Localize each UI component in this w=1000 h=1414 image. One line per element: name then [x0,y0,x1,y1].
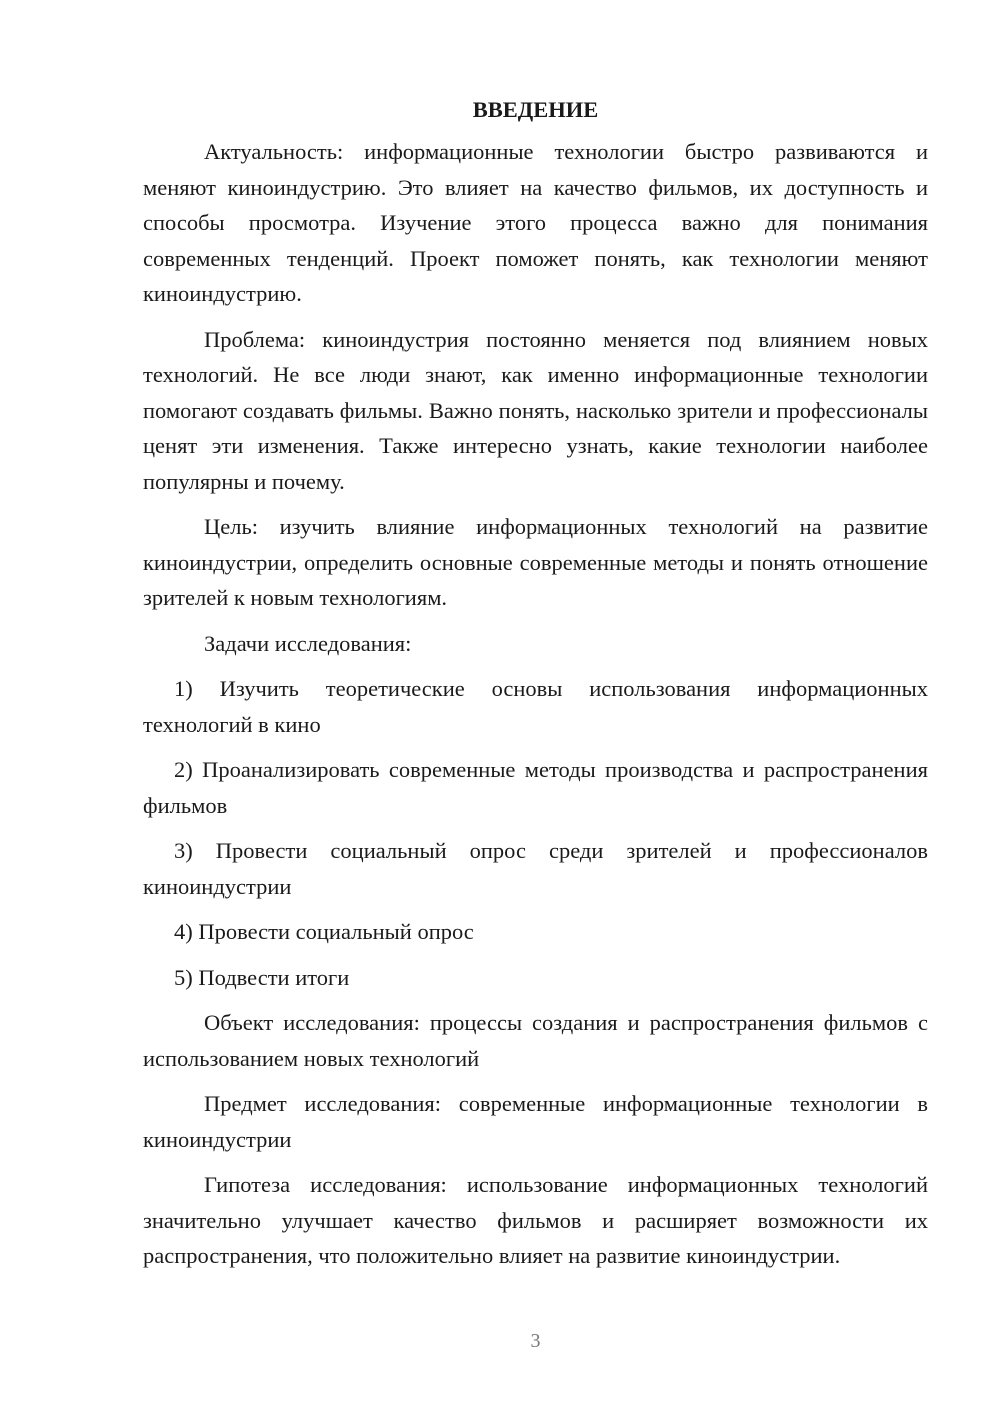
page-content [143,95,928,1284]
paragraph-goal: Цель: изучить влияние информационных технологий на развитие киноиндустрии, определить основные современные методы и понять отношение зрителей к новым технологиям. [143,514,928,610]
task-item-5: 5) Подвести итоги [174,964,350,990]
task-item-1: 1) Изучить теоретические основы использования информационных технологий в кино [143,676,928,737]
paragraph-subject: Предмет исследования: современные информационные технологии в киноиндустрии [143,1091,928,1152]
section-title: ВВЕДЕНИЕ [472,97,599,122]
paragraph-problem: Проблема: киноиндустрия постоянно меняется под влиянием новых технологий. Не все люди знают, как именно информационные технологии помогают создавать фильмы. Важно понять, насколько зрители и профессионалы ценят эти изменения. Также интересно узнать, какие технологии наиболее популярны и почему. [143,326,928,494]
paragraph-object: Объект исследования: процессы создания и распространения фильмов с использованием новых технологий [143,1010,928,1071]
tasks-heading: Задачи исследования: [204,630,412,656]
page-number: 3 [530,1330,541,1352]
paragraph-hypothesis: Гипотеза исследования: использование информационных технологий значительно улучшает качество фильмов и расширяет возможности их распространения, что положительно влияет на развитие киноиндустрии. [143,1172,928,1268]
paragraph-relevance: Актуальность: информационные технологии быстро развиваются и меняют киноиндустрию. Это влияет на качество фильмов, их доступность и способы просмотра. Изучение этого процесса важно для понимания современных тенденций. Проект поможет понять, как технологии меняют киноиндустрию. [143,139,928,306]
task-item-2: 2) Проанализировать современные методы производства и распространения фильмов [143,757,928,818]
task-item-4: 4) Провести социальный опрос [174,919,474,944]
task-item-3: 3) Провести социальный опрос среди зрителей и профессионалов киноиндустрии [143,838,928,899]
